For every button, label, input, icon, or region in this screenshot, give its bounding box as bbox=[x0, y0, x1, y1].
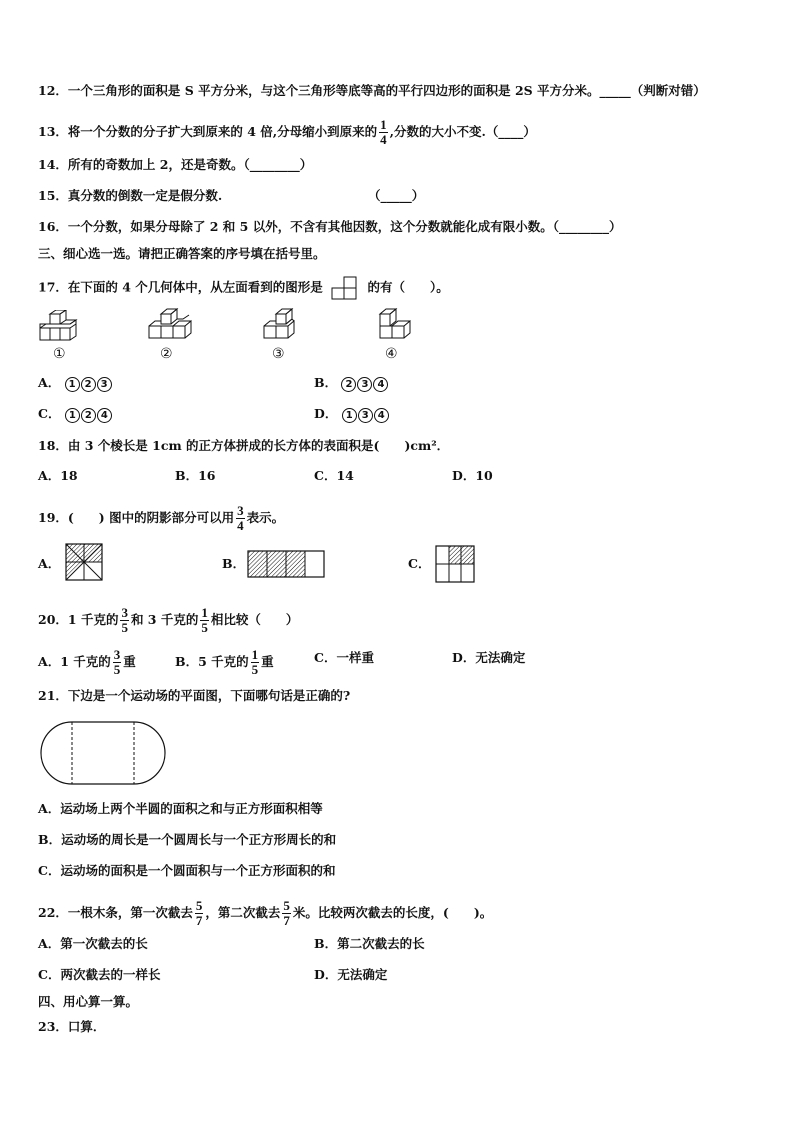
circled-number: 2 bbox=[81, 408, 96, 423]
circled-number: 4 bbox=[97, 408, 112, 423]
option-letter: C． bbox=[38, 406, 61, 421]
q19-text-pre: 19．( ) 图中的阴影部分可以用 bbox=[38, 510, 235, 525]
solid-3-label: ③ bbox=[272, 346, 285, 362]
q22-option-b[interactable]: B．第二次截去的长 bbox=[314, 936, 425, 951]
q20-option-b[interactable] bbox=[175, 648, 274, 677]
question-21: 21．下边是一个运动场的平面图，下面哪句话是正确的? bbox=[38, 688, 351, 703]
q20-opt-b-fraction bbox=[251, 648, 260, 677]
q20-option-a[interactable] bbox=[38, 648, 136, 677]
q17-option-a[interactable] bbox=[38, 375, 113, 392]
fraction-numerator: 3 bbox=[121, 605, 128, 620]
q22-text-a: 22．一根木条，第一次截去 bbox=[38, 905, 193, 920]
question-14: 14．所有的奇数加上 2，还是奇数。（________） bbox=[38, 157, 313, 172]
circled-number: 1 bbox=[65, 377, 80, 392]
q22-text-b: ，第二次截去 bbox=[205, 905, 281, 920]
circled-number: 3 bbox=[97, 377, 112, 392]
q20-text-b: 和 3 千克的 bbox=[130, 612, 199, 627]
q21-option-a[interactable]: A．运动场上两个半圆的面积之和与正方形面积相等 bbox=[38, 801, 323, 816]
fraction-numerator: 1 bbox=[251, 647, 259, 662]
q20-fraction-1 bbox=[120, 606, 129, 635]
solid-1-label: ① bbox=[53, 346, 66, 362]
fraction-numerator: 3 bbox=[113, 647, 121, 662]
q19-text-post: 表示。 bbox=[246, 510, 285, 525]
question-22 bbox=[38, 899, 492, 928]
solid-3-icon bbox=[260, 308, 304, 346]
q17-option-d[interactable] bbox=[314, 406, 390, 423]
fraction-numerator: 1 bbox=[380, 117, 387, 132]
fraction-denominator: 5 bbox=[251, 662, 259, 677]
q19-option-a[interactable]: A． bbox=[38, 556, 61, 571]
fraction-denominator: 5 bbox=[121, 620, 128, 635]
q18-option-b[interactable]: B．16 bbox=[175, 468, 216, 483]
q18-option-c[interactable]: C．14 bbox=[314, 468, 354, 483]
solid-2-label: ② bbox=[160, 346, 173, 362]
question-18: 18．由 3 个棱长是 1cm 的正方体拼成的长方体的表面积是( )cm²． bbox=[38, 438, 450, 453]
q19-figure-a bbox=[65, 543, 103, 581]
q19-option-c[interactable]: C． bbox=[408, 556, 431, 571]
fraction-denominator: 5 bbox=[113, 662, 121, 677]
q22-fraction-1 bbox=[195, 899, 204, 928]
q22-option-a[interactable]: A．第一次截去的长 bbox=[38, 936, 148, 951]
option-letter: A． bbox=[38, 375, 61, 390]
option-text: 重 bbox=[123, 654, 136, 669]
q22-fraction-2 bbox=[282, 899, 291, 928]
q19-option-b[interactable]: B． bbox=[222, 556, 246, 571]
q20-option-c[interactable]: C．一样重 bbox=[314, 650, 374, 665]
option-letter: D． bbox=[314, 406, 338, 421]
q20-option-d[interactable]: D．无法确定 bbox=[452, 650, 526, 665]
q17-text-post: 的有（ ）。 bbox=[367, 279, 449, 295]
left-view-shape-icon bbox=[331, 276, 359, 300]
solid-1-icon bbox=[36, 310, 96, 346]
circled-number: 2 bbox=[341, 377, 356, 392]
q18-option-a[interactable]: A．18 bbox=[38, 468, 78, 483]
fraction-denominator: 7 bbox=[283, 913, 290, 928]
q20-text-c: 相比较（ ） bbox=[210, 612, 299, 627]
option-text: 重 bbox=[261, 654, 274, 669]
q21-option-b[interactable]: B．运动场的周长是一个圆周长与一个正方形周长的和 bbox=[38, 832, 337, 847]
q20-fraction-2 bbox=[200, 606, 209, 635]
q19-figure-b bbox=[247, 550, 327, 578]
q17-option-b[interactable] bbox=[314, 375, 389, 392]
q13-text-pre: 13．将一个分数的分子扩大到原来的 4 倍,分母缩小到原来的 bbox=[38, 124, 378, 139]
q21-option-c[interactable]: C．运动场的面积是一个圆面积与一个正方形面积的和 bbox=[38, 863, 336, 878]
q20-opt-a-fraction bbox=[113, 648, 122, 677]
q22-option-c[interactable]: C．两次截去的一样长 bbox=[38, 967, 161, 982]
option-text: B．5 千克的 bbox=[175, 654, 249, 669]
fraction-denominator: 7 bbox=[195, 913, 203, 928]
stadium-plan-figure bbox=[40, 720, 166, 786]
fraction-denominator: 4 bbox=[380, 132, 387, 147]
fraction-numerator: 3 bbox=[237, 503, 244, 518]
circled-number: 3 bbox=[358, 408, 373, 423]
section-4-heading: 四、用心算一算。 bbox=[38, 994, 139, 1009]
q19-fraction bbox=[236, 504, 245, 533]
solid-2-icon bbox=[145, 308, 195, 346]
q13-fraction bbox=[379, 118, 388, 147]
circled-number: 3 bbox=[357, 377, 372, 392]
question-15-blank: （_____） bbox=[368, 188, 425, 203]
section-3-heading: 三、细心选一选。请把正确答案的序号填在括号里。 bbox=[38, 246, 326, 261]
circled-number: 1 bbox=[65, 408, 80, 423]
q17-option-c[interactable] bbox=[38, 406, 113, 423]
question-23: 23．口算． bbox=[38, 1019, 106, 1034]
question-20 bbox=[38, 606, 298, 635]
q22-text-c: 米。比较两次截去的长度，( )。 bbox=[292, 905, 493, 920]
fraction-numerator: 5 bbox=[283, 898, 290, 913]
fraction-numerator: 1 bbox=[201, 605, 208, 620]
solid-4-icon bbox=[376, 308, 420, 346]
circled-number: 4 bbox=[373, 377, 388, 392]
option-text: A．1 千克的 bbox=[38, 654, 111, 669]
q17-text-pre: 17．在下面的 4 个几何体中，从左面看到的图形是 bbox=[38, 279, 323, 295]
fraction-denominator: 4 bbox=[237, 518, 244, 533]
question-17 bbox=[38, 276, 449, 300]
q19-figure-c bbox=[435, 545, 475, 583]
fraction-numerator: 5 bbox=[195, 898, 203, 913]
circled-number: 1 bbox=[342, 408, 357, 423]
question-19 bbox=[38, 504, 284, 533]
option-letter: B． bbox=[314, 375, 338, 390]
q22-option-d[interactable]: D．无法确定 bbox=[314, 967, 388, 982]
question-15: 15．真分数的倒数一定是假分数. bbox=[38, 188, 223, 203]
question-16: 16．一个分数，如果分母除了 2 和 5 以外，不含有其他因数，这个分数就能化成有限小数。（________） bbox=[38, 219, 622, 234]
solid-4-label: ④ bbox=[385, 346, 398, 362]
circled-number: 4 bbox=[374, 408, 389, 423]
circled-number: 2 bbox=[81, 377, 96, 392]
q13-text-post: ,分数的大小不变.（____） bbox=[389, 124, 536, 139]
question-13 bbox=[38, 118, 536, 147]
fraction-denominator: 5 bbox=[201, 620, 208, 635]
q20-text-a: 20．1 千克的 bbox=[38, 612, 119, 627]
question-12: 12．一个三角形的面积是 S 平方分米，与这个三角形等底等高的平行四边形的面积是 2S 平方分米。_____（判断对错） bbox=[38, 83, 706, 98]
q18-option-d[interactable]: D．10 bbox=[452, 468, 493, 483]
